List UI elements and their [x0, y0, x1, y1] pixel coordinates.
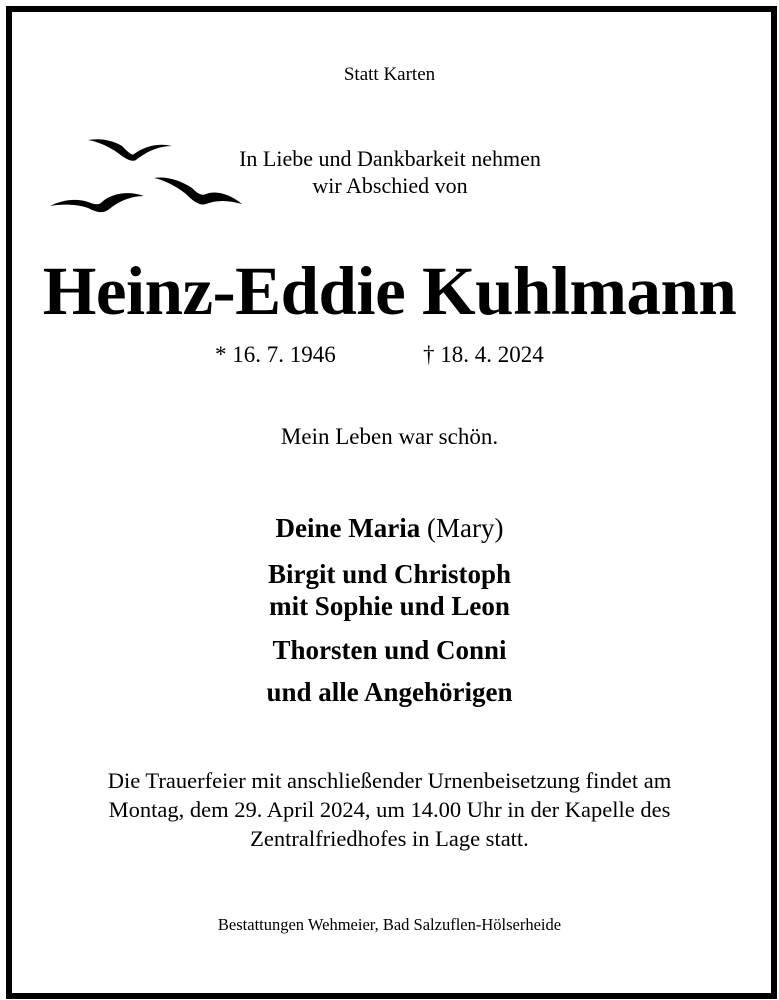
spouse-name: Deine Maria	[275, 513, 421, 543]
child-1-line-2: mit Sophie und Leon	[269, 591, 510, 621]
intro-line-1: In Liebe und Dankbarkeit nehmen	[239, 146, 541, 171]
mourner-relatives: und alle Angehörigen	[266, 677, 513, 707]
intro-text	[190, 145, 590, 199]
mourner-child-2: Thorsten und Conni	[272, 635, 507, 665]
motto: Mein Leben war schön.	[280, 424, 499, 449]
service-line-3: Zentralfriedhofes in Lage statt.	[250, 826, 529, 851]
header-text: Statt Karten	[343, 64, 436, 85]
service-line-2: Montag, dem 29. April 2024, um 14.00 Uhr in der Kapelle des	[108, 797, 671, 822]
death-date: † 18. 4. 2024	[423, 342, 544, 367]
mourner-child-1	[0, 558, 779, 622]
birth-date: * 16. 7. 1946	[215, 342, 336, 367]
funeral-home: Bestattungen Wehmeier, Bad Salzuflen-Hölserheide	[217, 915, 562, 934]
mourners-list	[0, 512, 779, 708]
intro-line-2: wir Abschied von	[312, 173, 468, 198]
service-line-1: Die Trauerfeier mit anschließender Urnenbeisetzung findet am	[107, 768, 672, 793]
deceased-name: Heinz-Eddie Kuhlmann	[42, 253, 737, 329]
spouse-nickname: (Mary)	[426, 513, 504, 543]
child-1-line-1: Birgit und Christoph	[267, 559, 512, 589]
mourner-spouse	[0, 512, 779, 544]
service-info	[40, 766, 739, 853]
